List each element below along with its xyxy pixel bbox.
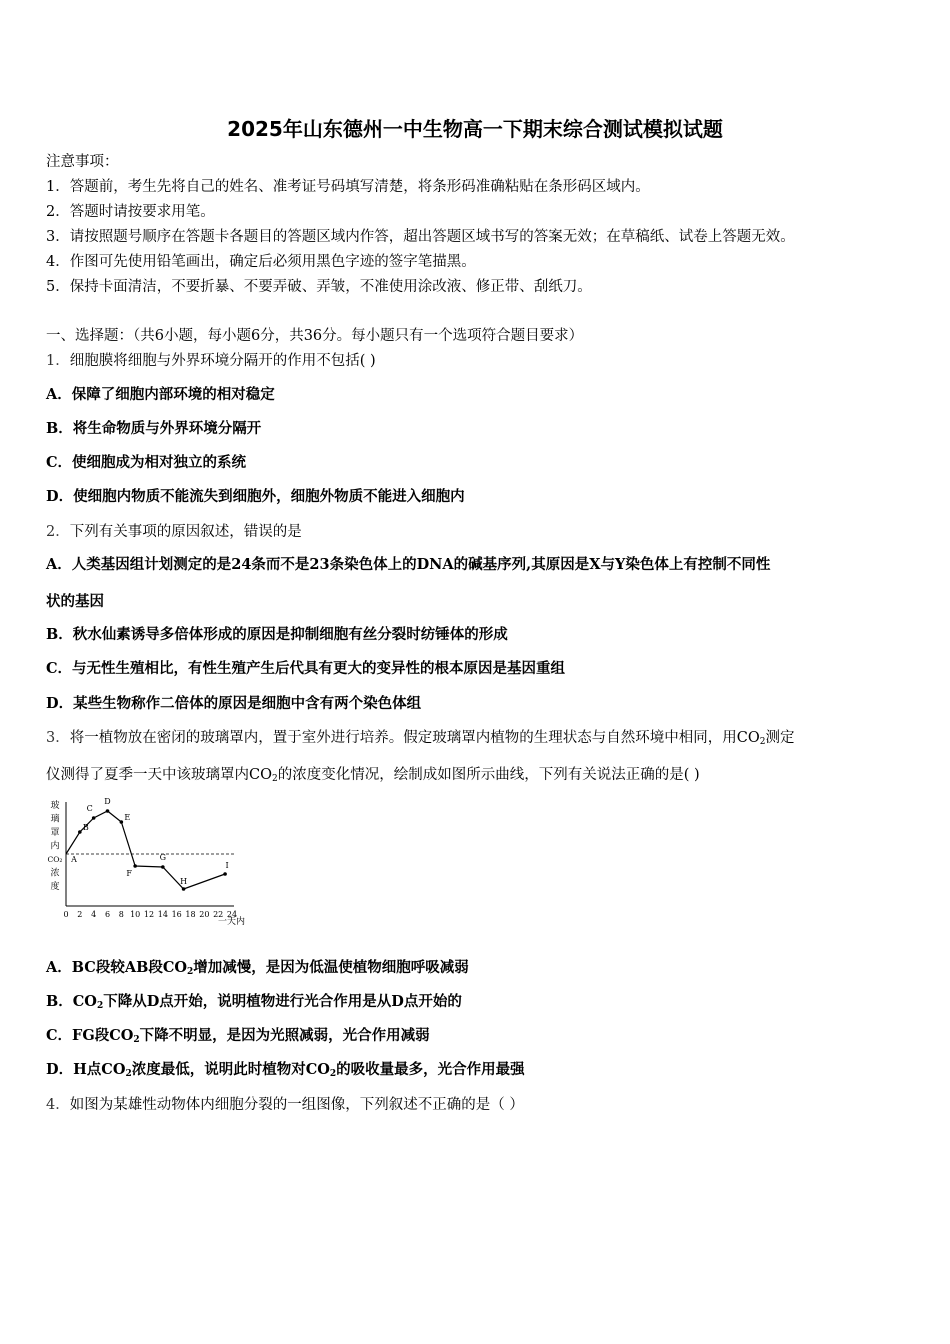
q3-option-d: D．H点$CO_2$浓度最低，说明此时植物对$CO_2$的吸收量最多，光合作用最强 xyxy=(46,1061,525,1079)
q1-option-b: B．将生命物质与外界环境分隔开 xyxy=(46,420,262,437)
q3-option-c: C．FG段$CO_2$下降不明显，是因为光照减弱，光合作用减弱 xyxy=(46,1027,430,1045)
q2-option-a: A．人类基因组计划测定的是24条而不是23条染色体上的DNA的碱基序列,其原因是X与Y染色体上有控制不同性 xyxy=(46,556,771,573)
page-title: 2025年山东德州一中生物高一下期末综合测试模拟试题 xyxy=(227,117,723,141)
question-2: 2．下列有关事项的原因叙述，错误的是 xyxy=(46,524,302,540)
point-label-e: E xyxy=(124,813,131,822)
point-label-f: F xyxy=(126,869,132,878)
x-tick-label: 0 xyxy=(63,910,69,919)
notice-item: 3．请按照题号顺序在答题卡各题目的答题区域内作答，超出答题区域书写的答案无效；在草稿纸、试卷上答题无效。 xyxy=(46,229,795,245)
data-point-g xyxy=(161,865,165,869)
data-point-f xyxy=(133,864,137,868)
notice-item: 5．保持卡面清洁，不要折暴、不要弄破、弄皱，不准使用涂改液、修正带、刮纸刀。 xyxy=(46,279,592,295)
data-point-d xyxy=(106,809,110,813)
x-tick-label: 8 xyxy=(118,910,124,919)
y-axis-label xyxy=(48,799,63,892)
notice-item: 1．答题前，考生先将自己的姓名、准考证号码填写清楚，将条形码准确粘贴在条形码区域内。 xyxy=(46,179,650,195)
data-point-b xyxy=(78,830,82,834)
q3-option-b: B．$CO_2$下降从D点开始，说明植物进行光合作用是从D点开始的 xyxy=(46,993,462,1011)
x-tick-label: 20 xyxy=(199,910,210,919)
notice-heading: 注意事项： xyxy=(46,154,119,170)
question-3-line2: 仪测得了夏季一天中该玻璃罩内$CO_2$的浓度变化情况，绘制成如图所示曲线，下列有关说法正确的是( ) xyxy=(46,767,700,784)
y-axis-label-char: 内 xyxy=(50,841,60,852)
y-axis-label-char: 璃 xyxy=(50,814,60,825)
notice-item: 2．答题时请按要求用笔。 xyxy=(46,204,215,220)
point-label-i: I xyxy=(225,861,229,870)
question-1: 1．细胞膜将细胞与外界环境分隔开的作用不包括( ) xyxy=(46,353,376,369)
data-point-c xyxy=(92,816,96,820)
point-label-b: B xyxy=(82,823,89,832)
q1-option-d: D．使细胞内物质不能流失到细胞外，细胞外物质不能进入细胞内 xyxy=(46,488,465,505)
point-label-g: G xyxy=(159,853,167,862)
co2-curve xyxy=(66,811,225,889)
x-tick-label: 10 xyxy=(130,910,141,919)
point-label-c: C xyxy=(86,804,93,813)
q2-option-c: C．与无性生殖相比，有性生殖产生后代具有更大的变异性的根本原因是基因重组 xyxy=(46,660,566,677)
q3-option-a: A．BC段较AB段$CO_2$增加减慢，是因为低温使植物细胞呼吸减弱 xyxy=(46,959,469,977)
point-label-h: H xyxy=(180,877,188,886)
x-tick-label: 24 xyxy=(226,910,238,919)
x-tick-label: 22 xyxy=(213,910,224,919)
x-tick-label: 14 xyxy=(157,910,168,919)
question-4: 4．如图为某雄性动物体内细胞分裂的一组图像，下列叙述不正确的是（ ） xyxy=(46,1097,524,1113)
y-axis-label-char: 罩 xyxy=(50,828,60,838)
x-tick-label: 12 xyxy=(143,910,155,919)
y-axis-label-char: CO₂ xyxy=(47,855,63,864)
data-point-h xyxy=(182,887,186,891)
y-axis-label-char: 浓 xyxy=(50,868,60,879)
point-label-d: D xyxy=(104,798,111,806)
y-axis-label-char: 度 xyxy=(50,882,60,892)
q2-option-d: D．某些生物称作二倍体的原因是细胞中含有两个染色体组 xyxy=(46,695,422,712)
x-tick-label: 4 xyxy=(91,910,97,919)
x-tick-label: 2 xyxy=(77,910,83,919)
y-axis-label-char: 玻 xyxy=(50,801,60,811)
x-tick-label: 16 xyxy=(171,910,182,919)
q2-option-a-cont: 状的基因 xyxy=(46,593,104,610)
co2-concentration-chart xyxy=(44,798,264,933)
x-axis-label: 一天内 xyxy=(218,917,246,927)
data-point-i xyxy=(223,872,227,876)
question-3-line1: 3．将一植物放在密闭的玻璃罩内，置于室外进行培养。假定玻璃罩内植物的生理状态与自然环境中相同，用$CO_2$测定 xyxy=(46,730,795,747)
notice-item: 4．作图可先使用铅笔画出，确定后必须用黑色字迹的签字笔描黑。 xyxy=(46,254,476,270)
q2-option-b: B．秋水仙素诱导多倍体形成的原因是抑制细胞有丝分裂时纺锤体的形成 xyxy=(46,626,508,643)
section-heading: 一、选择题：（共6小题，每小题6分，共36分。每小题只有一个选项符合题目要求） xyxy=(46,328,584,344)
q1-option-a: A．保障了细胞内部环境的相对稳定 xyxy=(46,386,275,403)
q1-option-c: C．使细胞成为相对独立的系统 xyxy=(46,454,247,471)
data-point-e xyxy=(120,820,124,824)
x-tick-label: 18 xyxy=(185,910,196,919)
x-tick-label: 6 xyxy=(104,910,111,919)
point-label-a: A xyxy=(71,855,77,864)
